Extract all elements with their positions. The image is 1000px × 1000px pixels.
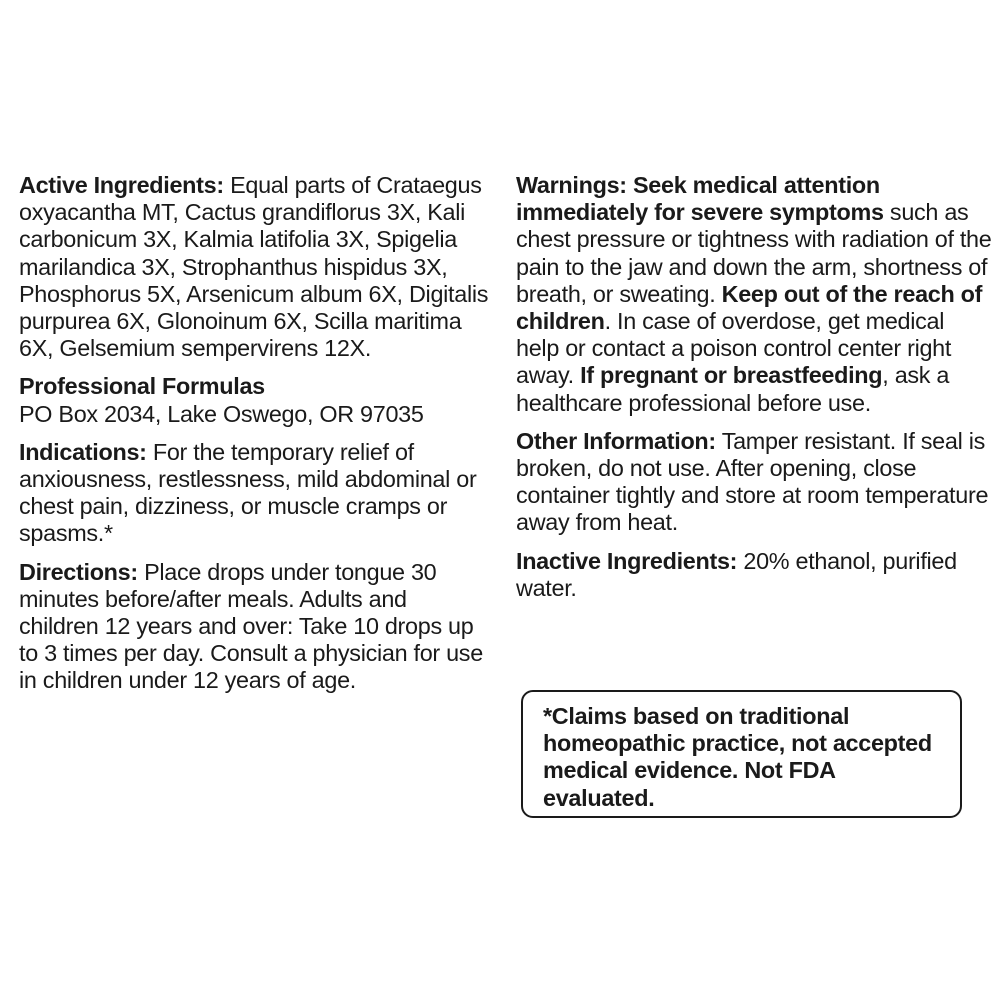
active-ingredients-section (19, 172, 489, 362)
claims-notice-text: *Claims based on traditional homeopathic practice, not accepted medical evidence. Not FDA evaluated. (543, 703, 932, 811)
warnings-bold-keep-out: Keep out of the reach of children (516, 280, 983, 335)
inactive-ingredients-text: 20% ethanol, purified water. (516, 547, 957, 601)
warnings-section (516, 172, 992, 417)
left-column (19, 172, 489, 706)
warnings-heading: Warnings: (516, 172, 627, 198)
other-information-section (516, 428, 992, 537)
warnings-text-symptoms: such as chest pressure or tightness with radiation of the pain to the jaw and down the arm, shortness of breath, or sweating. (516, 199, 992, 307)
indications-section (19, 439, 489, 548)
right-column (516, 172, 992, 613)
warnings-bold-pregnant: If pregnant or breastfeeding (573, 362, 883, 389)
company-name-line (19, 373, 489, 400)
warnings-bold-seek: Seek medical attention immediately for severe symptoms (516, 172, 884, 226)
warnings-text-overdose: . In case of overdose, get medical help or contact a poison control center right away. (516, 308, 952, 389)
other-information-text: Tamper resistant. If seal is broken, do not use. After opening, close container tightly and store at room temperature away from heat. (516, 427, 989, 536)
indications-paragraph (19, 439, 489, 548)
company-name: Professional Formulas (19, 373, 265, 400)
indications-text: For the temporary relief of anxiousness, restlessness, mild abdominal or chest pain, dizziness, or muscle cramps or spasms.* (19, 438, 477, 547)
active-ingredients-text: Equal parts of Crataegus oxyacantha MT, Cactus grandiflorus 3X, Kali carbonicum 3X, Kalmia latifolia 3X, Spigelia marilandica 3X, Strophanthus hispidus 3X, Phosphorus 5X, Arsenicum album 6X, Digitalis purpurea 6X, Glonoinum 6X, Scilla maritima 6X, Gelsemium sempervirens 12X. (19, 172, 489, 362)
directions-text: Place drops under tongue 30 minutes before/after meals. Adults and children 12 years and over: Take 10 drops up to 3 times per day. Consult a physician for use in children under 12 years of age. (19, 558, 483, 694)
warnings-text-healthcare: , ask a healthcare professional before use. (516, 362, 950, 416)
indications-heading: Indications: (19, 438, 147, 465)
active-ingredients-heading: Active Ingredients: (19, 172, 224, 198)
active-ingredients-paragraph (19, 172, 489, 362)
claims-notice-box (521, 690, 962, 818)
other-information-paragraph (516, 428, 992, 537)
directions-paragraph (19, 559, 489, 695)
inactive-ingredients-heading: Inactive Ingredients: (516, 547, 738, 574)
directions-section (19, 559, 489, 695)
inactive-ingredients-section (516, 548, 992, 602)
company-section (19, 373, 489, 427)
warnings-paragraph (516, 172, 992, 417)
company-address: PO Box 2034, Lake Oswego, OR 97035 (19, 400, 424, 427)
inactive-ingredients-paragraph (516, 548, 992, 602)
directions-heading: Directions: (19, 558, 138, 585)
other-information-heading: Other Information: (516, 427, 716, 454)
